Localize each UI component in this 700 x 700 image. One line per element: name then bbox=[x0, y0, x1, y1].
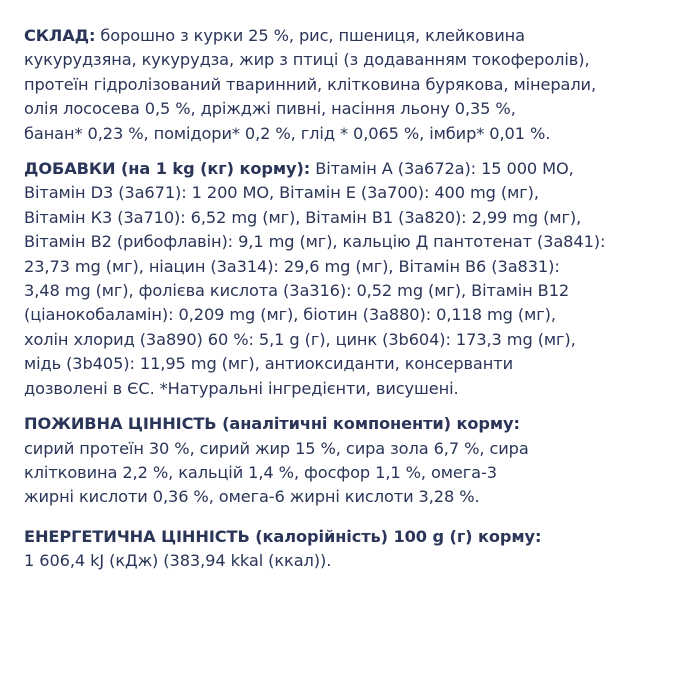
additives-heading: ДОБАВКИ (на 1 kg (кг) корму): bbox=[24, 159, 311, 179]
composition-heading: СКЛАД: bbox=[24, 26, 96, 45]
additives-line: 3,48 mg (мг), фолієва кислота (3а316): 0,52 mg (мг), Вітамін В12 bbox=[24, 281, 570, 301]
composition-section bbox=[24, 24, 684, 146]
energy-section bbox=[24, 525, 684, 574]
additives-line: Вітамін В2 (рибофлавін): 9,1 mg (мг), кальцію Д пантотенат (3а841): bbox=[24, 232, 606, 252]
additives-section bbox=[24, 157, 684, 401]
composition-line: протеїн гідролізований тваринний, клітковина бурякова, мінерали, bbox=[24, 74, 597, 94]
composition-line: банан* 0,23 %, помідори* 0,2 %, глід * 0,065 %, імбир* 0,01 %. bbox=[24, 123, 551, 143]
product-label-text bbox=[24, 24, 684, 574]
additives-line: Вітамін D3 (3а671): 1 200 МО, Вітамін Е (3а700): 400 mg (мг), bbox=[24, 183, 539, 203]
nutrition-line: сирий протеїн 30 %, сирий жир 15 %, сира зола 6,7 %, сира bbox=[24, 438, 529, 458]
additives-line: Вітамін К3 (3а710): 6,52 mg (мг), Вітамін В1 (3а820): 2,99 mg (мг), bbox=[24, 207, 582, 227]
nutrition-heading: ПОЖИВНА ЦІННІСТЬ (аналітичні компоненти) корму: bbox=[24, 414, 520, 434]
additives-line: (ціанокобаламін): 0,209 mg (мг), біотин (3а880): 0,118 mg (мг), bbox=[24, 305, 556, 325]
composition-text: борошно з курки 25 %, рис, пшениця, клейковина bbox=[95, 26, 525, 45]
energy-heading: ЕНЕРГЕТИЧНА ЦІННІСТЬ (калорійність) 100 g (г) корму: bbox=[24, 526, 542, 546]
additives-line: холін хлорид (3а890) 60 %: 5,1 g (г), цинк (3b604): 173,3 mg (мг), bbox=[24, 329, 576, 349]
energy-line: 1 606,4 kJ (кДж) (383,94 kkal (ккал)). bbox=[24, 551, 332, 571]
nutrition-section bbox=[24, 412, 684, 510]
composition-line: олія лососева 0,5 %, дріжджі пивні, насіння льону 0,35 %, bbox=[24, 99, 516, 119]
nutrition-line: клітковина 2,2 %, кальцій 1,4 %, фосфор 1,1 %, омега-3 bbox=[24, 462, 497, 482]
composition-line: кукурудзяна, кукурудза, жир з птиці (з додаванням токоферолів), bbox=[24, 50, 590, 70]
additives-line: дозволені в ЄС. *Натуральні інгредієнти, висушені. bbox=[24, 378, 459, 398]
additives-text: Вітамін А (3а672а): 15 000 МО, bbox=[310, 159, 574, 179]
nutrition-line: жирні кислоти 0,36 %, омега-6 жирні кислоти 3,28 %. bbox=[24, 487, 480, 507]
additives-line-1 bbox=[24, 157, 684, 181]
additives-line: 23,73 mg (мг), ніацин (3а314): 29,6 mg (мг), Вітамін В6 (3а831): bbox=[24, 256, 560, 276]
additives-line: мідь (3b405): 11,95 mg (мг), антиоксиданти, консерванти bbox=[24, 354, 513, 374]
composition-line-1 bbox=[24, 24, 684, 48]
